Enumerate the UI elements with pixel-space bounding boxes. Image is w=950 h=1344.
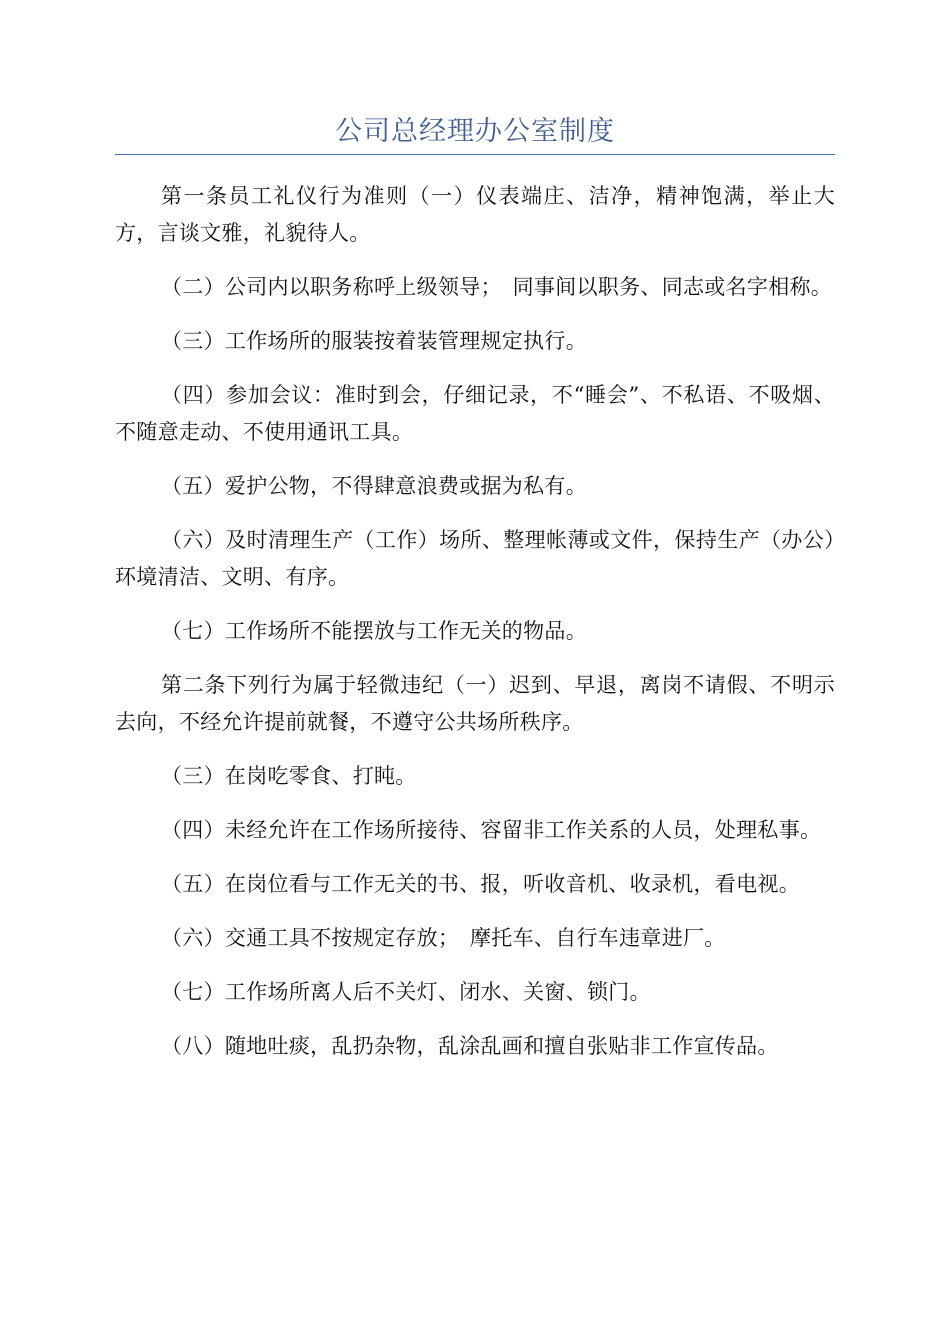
document-title: 公司总经理办公室制度 [335, 116, 615, 147]
paragraph: （四）参加会议：准时到会，仔细记录，不“睡会”、不私语、不吸烟、不随意走动、不使用通讯工具。 [115, 383, 835, 444]
paragraph: 第二条下列行为属于轻微违纪（一）迟到、早退，离岗不请假、不明示去向，不经允许提前就餐，不遵守公共场所秩序。 [115, 673, 835, 734]
paragraph: （三）工作场所的服装按着装管理规定执行。 [161, 329, 587, 353]
title-underline [115, 154, 835, 155]
paragraph: （六）及时清理生产（工作）场所、整理帐薄或文件，保持生产（办公）环境清洁、文明、有序。 [115, 528, 835, 589]
paragraph: （七）工作场所不能摆放与工作无关的物品。 [161, 619, 587, 643]
paragraph: （六）交通工具不按规定存放； 摩托车、自行车违章进厂。 [161, 926, 726, 950]
paragraph: （八）随地吐痰，乱扔杂物，乱涂乱画和擅自张贴非工作宣传品。 [161, 1034, 779, 1058]
document-body [115, 178, 835, 1082]
paragraph: （五）爱护公物，不得肆意浪费或据为私有。 [161, 474, 587, 498]
paragraph: （七）工作场所离人后不关灯、闭水、关窗、锁门。 [161, 980, 651, 1004]
paragraph: （二）公司内以职务称呼上级领导； 同事间以职务、同志或名字相称。 [161, 275, 833, 299]
paragraph: 第一条员工礼仪行为准则（一）仪表端庄、洁净，精神饱满，举止大方，言谈文雅，礼貌待人。 [115, 184, 835, 245]
paragraph: （四）未经允许在工作场所接待、容留非工作关系的人员，处理私事。 [161, 818, 822, 842]
paragraph: （三）在岗吃零食、打盹。 [161, 764, 417, 788]
paragraph: （五）在岗位看与工作无关的书、报，听收音机、收录机，看电视。 [161, 872, 800, 896]
